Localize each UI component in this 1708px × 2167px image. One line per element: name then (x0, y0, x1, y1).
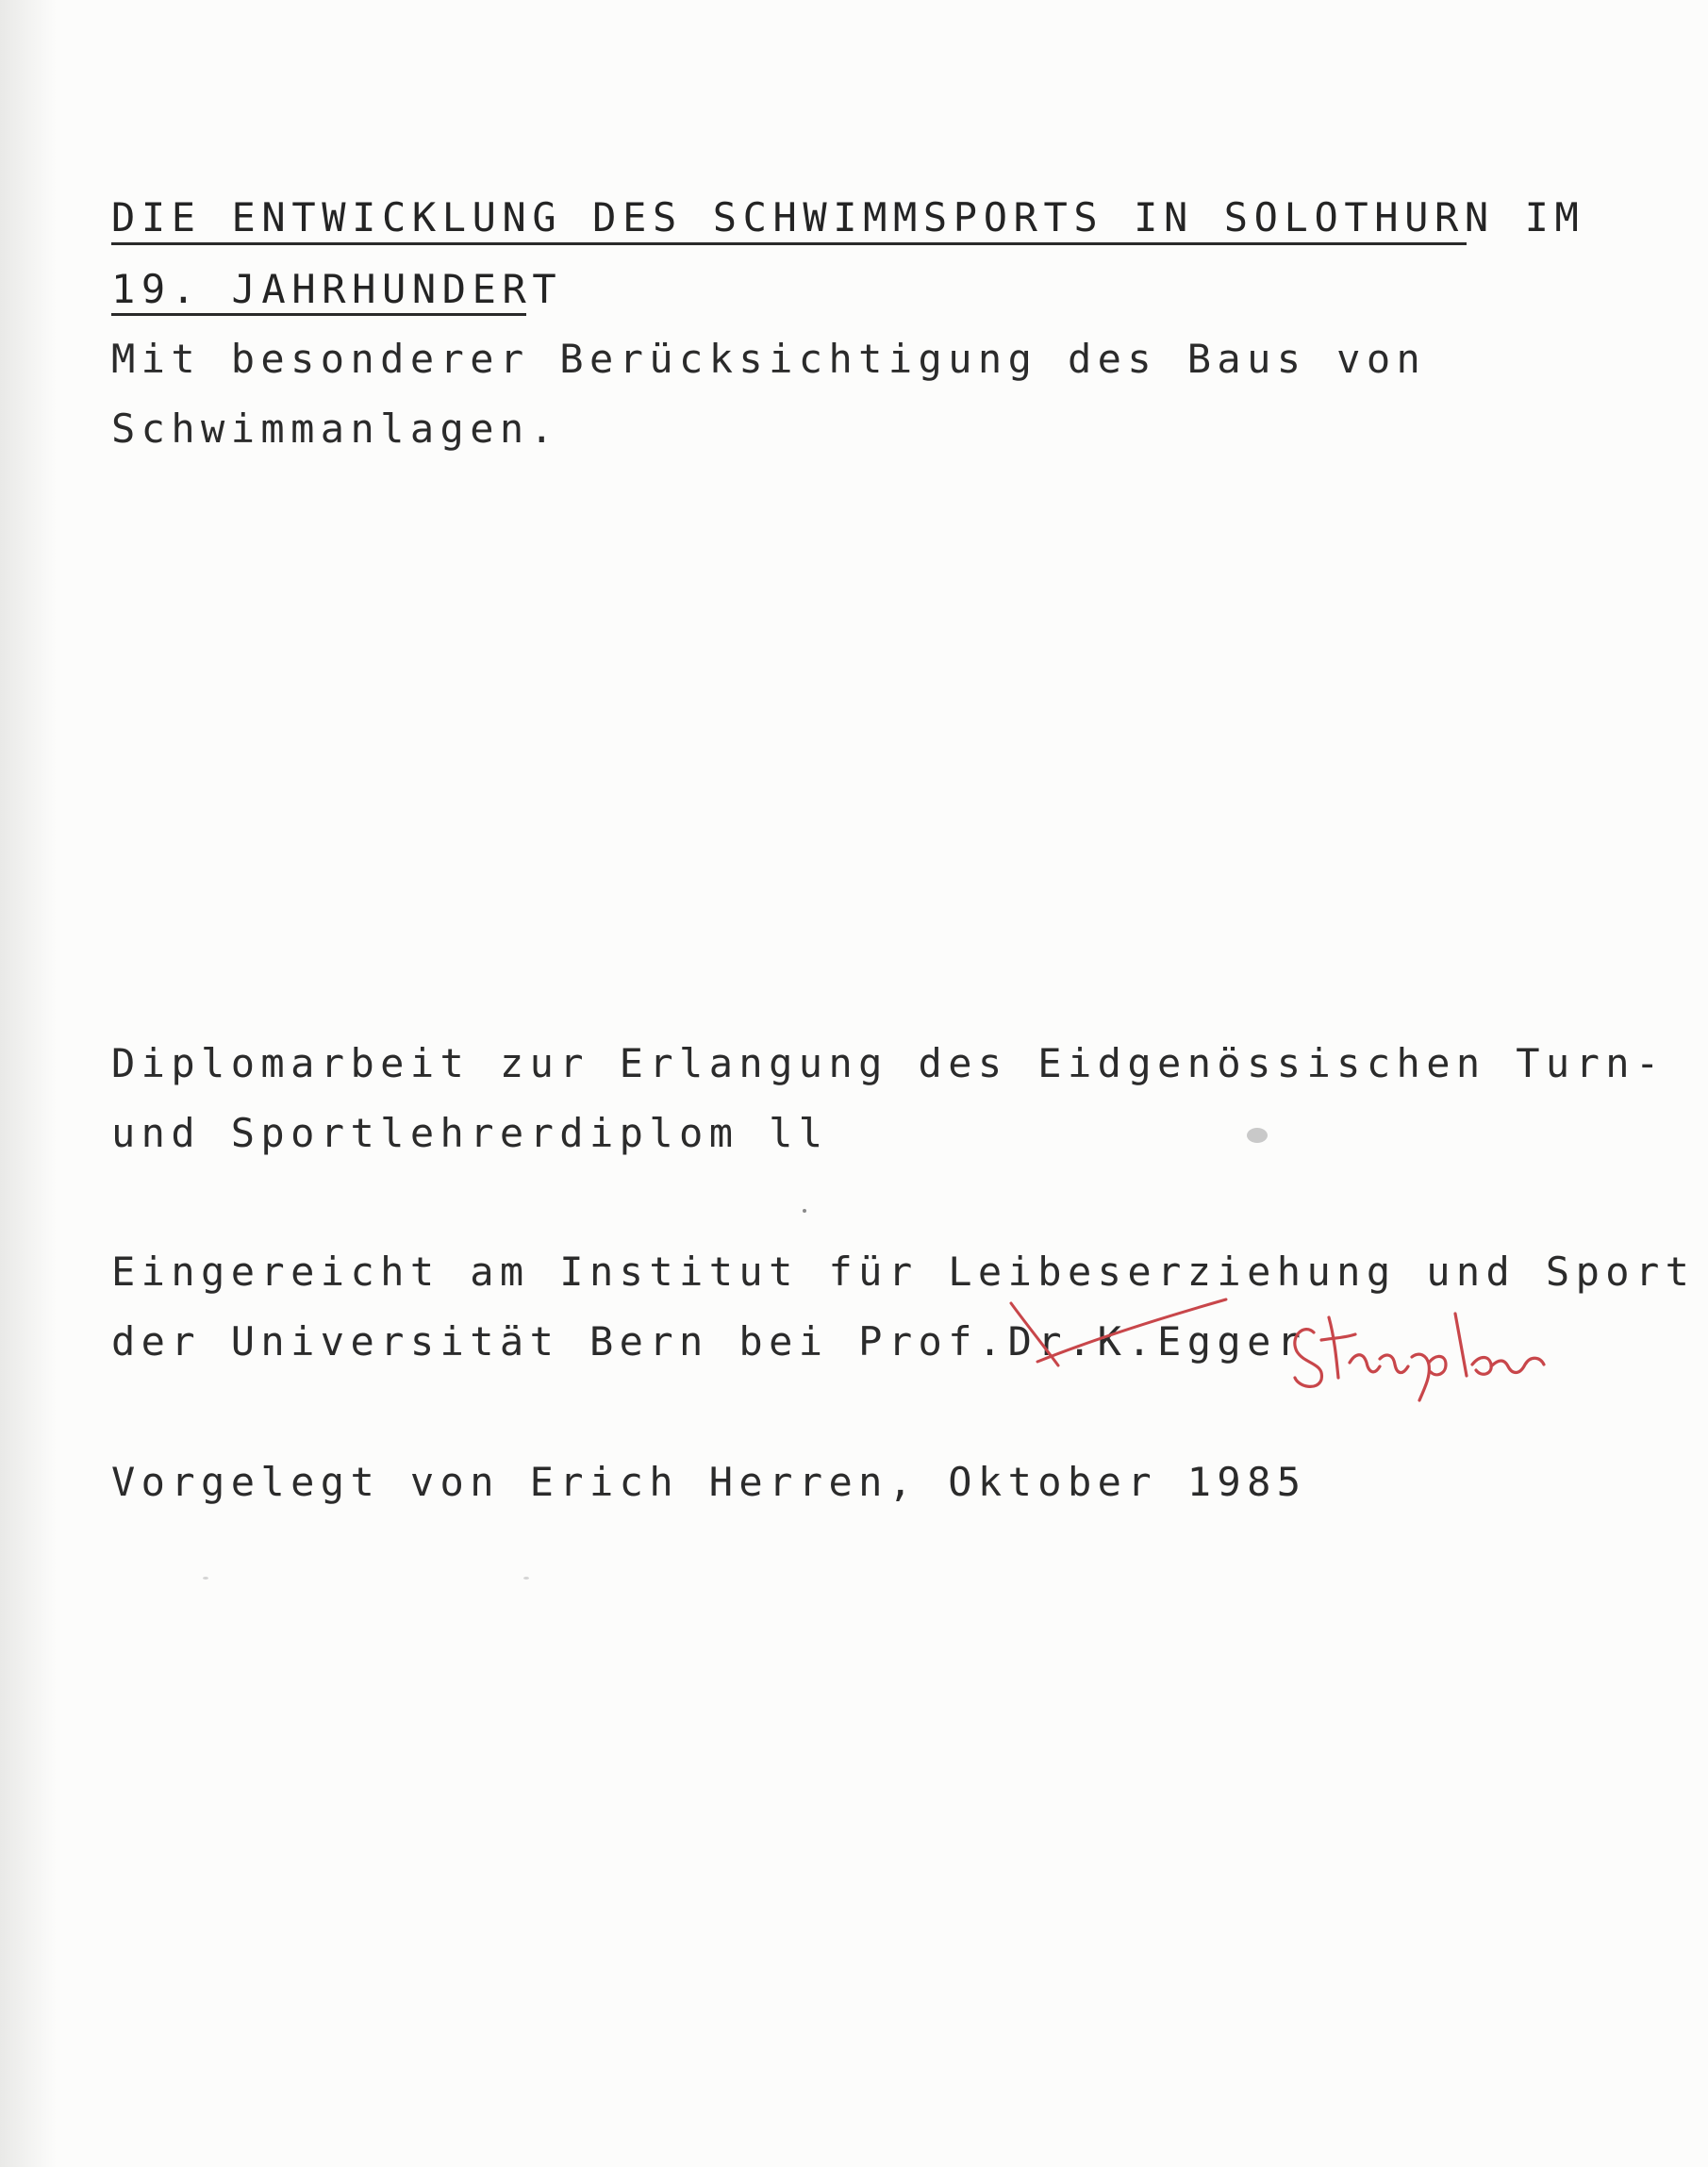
paper-speck-faint (203, 1577, 208, 1580)
author-line: Vorgelegt von Erich Herren, Oktober 1985 (111, 1459, 1307, 1505)
paper-speck-small (803, 1209, 806, 1213)
page-edge-shadow (0, 0, 57, 2167)
title-underline-2 (111, 313, 526, 316)
signature-stroke-main (1295, 1314, 1544, 1400)
subtitle-line-1: Mit besonderer Berücksichtigung des Baus von (111, 336, 1427, 382)
handwritten-signature (1287, 1297, 1599, 1410)
paper-speck (1247, 1128, 1268, 1143)
subtitle-line-2: Schwimmanlagen. (111, 405, 560, 452)
submission-line-2: der Universität Bern bei Prof.Dr.K.Egger (111, 1318, 1307, 1365)
purpose-line-1: Diplomarbeit zur Erlangung des Eidgenössischen Turn- (111, 1040, 1666, 1086)
title-line-1: DIE ENTWICKLUNG DES SCHWIMMSPORTS IN SOLOTHURN IM (111, 194, 1585, 240)
title-underline-1 (111, 242, 1467, 245)
submission-line-1: Eingereicht am Institut für Leibeserziehung und Sport (111, 1249, 1696, 1295)
purpose-line-2: und Sportlehrerdiplom ll (111, 1110, 829, 1156)
title-line-2: 19. JAHRHUNDERT (111, 266, 563, 312)
handwritten-strikethrough (1000, 1292, 1235, 1377)
strike-stroke-2 (1037, 1299, 1226, 1362)
paper-speck-faint (523, 1577, 529, 1580)
